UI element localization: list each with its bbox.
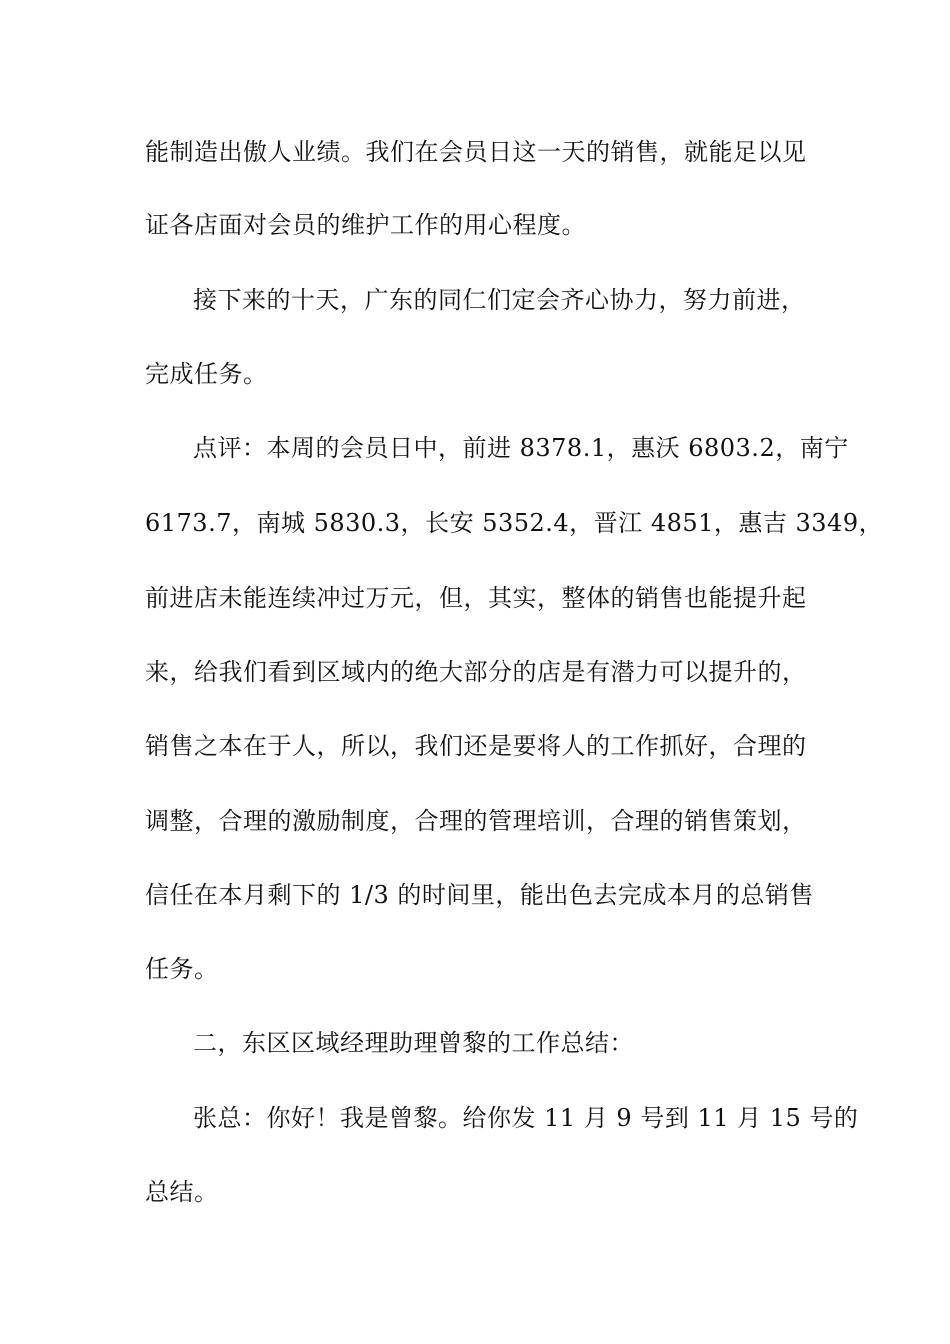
text-line: 能制造出傲人业绩。我们在会员日这一天的销售，就能足以见 xyxy=(145,138,807,166)
text-line: 任务。 xyxy=(145,955,219,983)
text-line: 信任在本月剩下的 1/3 的时间里，能出色去完成本月的总销售 xyxy=(145,881,814,909)
text-line: 证各店面对会员的维护工作的用心程度。 xyxy=(145,211,586,239)
text-line: 总结。 xyxy=(145,1178,219,1206)
text-line: 6173.7，南城 5830.3，长安 5352.4，晋江 4851，惠吉 3349， xyxy=(145,509,884,537)
paragraph-start-line: 张总：你好！我是曾黎。给你发 11 月 9 号到 11 月 15 号的 xyxy=(193,1104,859,1132)
text-line: 销售之本在于人，所以，我们还是要将人的工作抓好，合理的 xyxy=(145,732,807,760)
text-line: 前进店未能连续冲过万元，但，其实，整体的销售也能提升起 xyxy=(145,584,807,612)
paragraph-start-line: 点评：本周的会员日中，前进 8378.1，惠沃 6803.2，南宁 xyxy=(193,434,849,462)
text-line: 调整，合理的激励制度，合理的管理培训，合理的销售策划， xyxy=(145,807,807,835)
text-line: 来，给我们看到区域内的绝大部分的店是有潜力可以提升的， xyxy=(145,658,807,686)
paragraph-start-line: 接下来的十天，广东的同仁们定会齐心协力，努力前进， xyxy=(193,286,806,314)
section-heading: 二，东区区域经理助理曾黎的工作总结： xyxy=(193,1029,634,1057)
text-line: 完成任务。 xyxy=(145,360,268,388)
